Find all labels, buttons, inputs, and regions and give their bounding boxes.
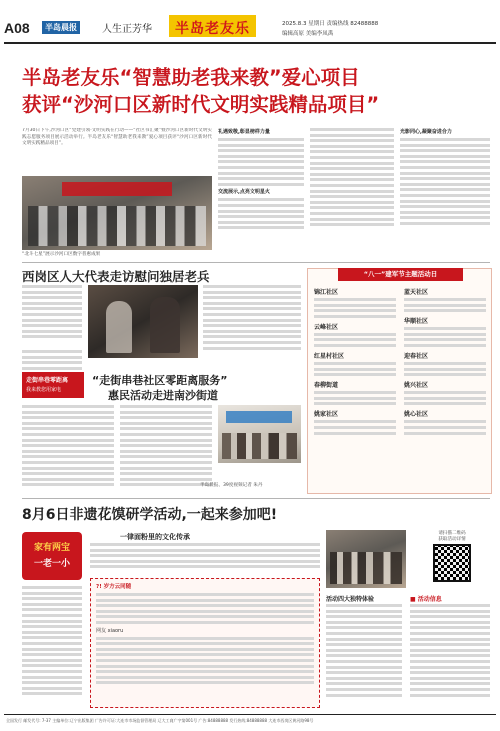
- award-banner: [62, 182, 172, 196]
- story3-title: 8月6日非遗花馍研学活动,一起来参加吧!: [22, 507, 278, 523]
- paper-logo: 半岛晨报: [42, 21, 80, 34]
- lead-photo-caption: “北斗七星”展示沙河口区数字普惠成果: [22, 252, 101, 257]
- person-left: [106, 301, 132, 353]
- qr-caption-2: 获取活动详情: [438, 537, 466, 542]
- lead-col2-heading-2: 交流展示,点亮文明星火: [218, 189, 270, 196]
- story3-text-left: [22, 586, 82, 708]
- story2-photo-service: [218, 405, 301, 463]
- community-yaoxing: 姚兴社区: [404, 382, 429, 390]
- kicker-line-1: 走街串巷零距离: [26, 377, 69, 384]
- story2-text-block-4: [22, 405, 114, 491]
- info-title-text: 活动信息: [417, 596, 442, 603]
- community-lantian: 蓝天社区: [404, 289, 429, 296]
- qr-caption-1: 请扫描二维码: [438, 531, 466, 536]
- footer-rule: [4, 714, 496, 715]
- story2-title: 西岗区人大代表走访慰问独居老兵: [22, 269, 210, 284]
- sidebar-col-left: [314, 287, 396, 492]
- divider-lead: [22, 262, 490, 263]
- lead-column-3: [310, 128, 394, 256]
- community-jinjiang: 锦江社区: [314, 289, 339, 296]
- info-title: [410, 594, 442, 603]
- sidebar-col-right: [404, 287, 486, 492]
- story3-text-center: [90, 543, 320, 575]
- lead-col3-heading: 光影同心,凝聚奋进合力: [400, 129, 452, 135]
- community-yingchun: 迎春社区: [404, 352, 429, 360]
- qr-code-icon[interactable]: [433, 544, 471, 582]
- info-bullet-icon: ■: [410, 596, 416, 603]
- qr-block: [414, 530, 490, 588]
- kicker-line-2: 我来教您用家电: [26, 387, 62, 393]
- lead-column-2: [218, 128, 304, 256]
- lead-title-line-2: 获评“沙河口区新时代文明实践精品项目”: [22, 93, 380, 116]
- badge-line-1: 家有两宝: [33, 543, 70, 553]
- story3-subtitle: 一律面粉里的文化传承: [120, 533, 190, 541]
- lead-column-4: [400, 128, 490, 256]
- community-huashun: 华顺社区: [404, 318, 429, 326]
- story2-text-block-3: [203, 285, 301, 358]
- reader-note: 网友 xiaoru: [96, 627, 124, 634]
- editor-line: 编辑高原 美编李凤禹: [282, 31, 334, 37]
- story2-text-block-1: [22, 285, 82, 347]
- badge-line-2: 一老一小: [33, 559, 70, 569]
- people-row: [28, 206, 206, 246]
- story2-text-block-5: [120, 405, 212, 491]
- service-crowd: [222, 433, 297, 459]
- story2-kicker: [22, 372, 84, 398]
- lead-title-line-1: 半岛老友乐“智慧助老我来教”爱心项目: [22, 66, 360, 89]
- lead-col2-heading-1: 礼遇致敬,彰显榜样力量: [218, 129, 270, 135]
- quote-label: ?! 岁方云同随: [96, 584, 132, 590]
- story2-title-2-line-2: 惠民活动走进南沙街道: [108, 389, 218, 402]
- story2-byline: 半岛晨报、39度视频记者 朱丹: [200, 483, 263, 488]
- page-number: A08: [4, 20, 30, 36]
- masthead: [4, 6, 496, 40]
- story3-photo-group: [326, 530, 406, 588]
- community-yaoxin: 姚心社区: [404, 411, 429, 419]
- story3-text-info: [410, 604, 490, 708]
- community-yaojia: 姚家社区: [314, 411, 339, 419]
- family-badge: [22, 532, 82, 580]
- sidebar-panel: [307, 268, 492, 494]
- agenda-title: 活动四大独特体验: [326, 596, 375, 603]
- lead-intro: 7月30日下午,沙河口区“党建引领·文明实践在行动——“社区书汇聚”暨沙河口区新时代文明实践志愿服务项目展示活动举行。半岛老友乐“智慧助老我来教”爱心项目获评“沙河口区新时代文明实践精品项目”。: [22, 128, 212, 147]
- service-tent: [226, 411, 292, 423]
- group-crowd: [330, 552, 402, 584]
- footer-line: 全国发行 邮发代号: 7-37 主编单位:辽宁出版集团 广告许可证:大连市市场监督管理局 辽大工商广字第001号 广告:84888888 发行热线:84888888 大连市西岗区黄河路98号: [6, 718, 314, 723]
- story3-text-agenda: [326, 604, 402, 708]
- header-rule: [4, 42, 496, 44]
- divider-story3: [22, 498, 490, 499]
- community-chunliu: 春柳街道: [314, 382, 339, 390]
- sidebar-heading: “八一”建军节主题活动日: [338, 268, 463, 281]
- story2-title-2-line-1: “走街串巷社区零距离服务”: [92, 374, 228, 387]
- lead-photo: [22, 176, 212, 250]
- community-yunfeng: 云峰社区: [314, 323, 339, 331]
- section-logo: 半岛老友乐: [169, 15, 256, 37]
- story3-quote-box: [90, 578, 320, 708]
- story2-photo-visit: [88, 285, 198, 358]
- slogan: 人生正芳华: [102, 24, 152, 35]
- date-line: 2025.8.3 星期日 责编热线 82488888: [282, 21, 379, 27]
- person-right: [150, 297, 180, 353]
- community-hongxingcun: 红星村社区: [314, 352, 345, 360]
